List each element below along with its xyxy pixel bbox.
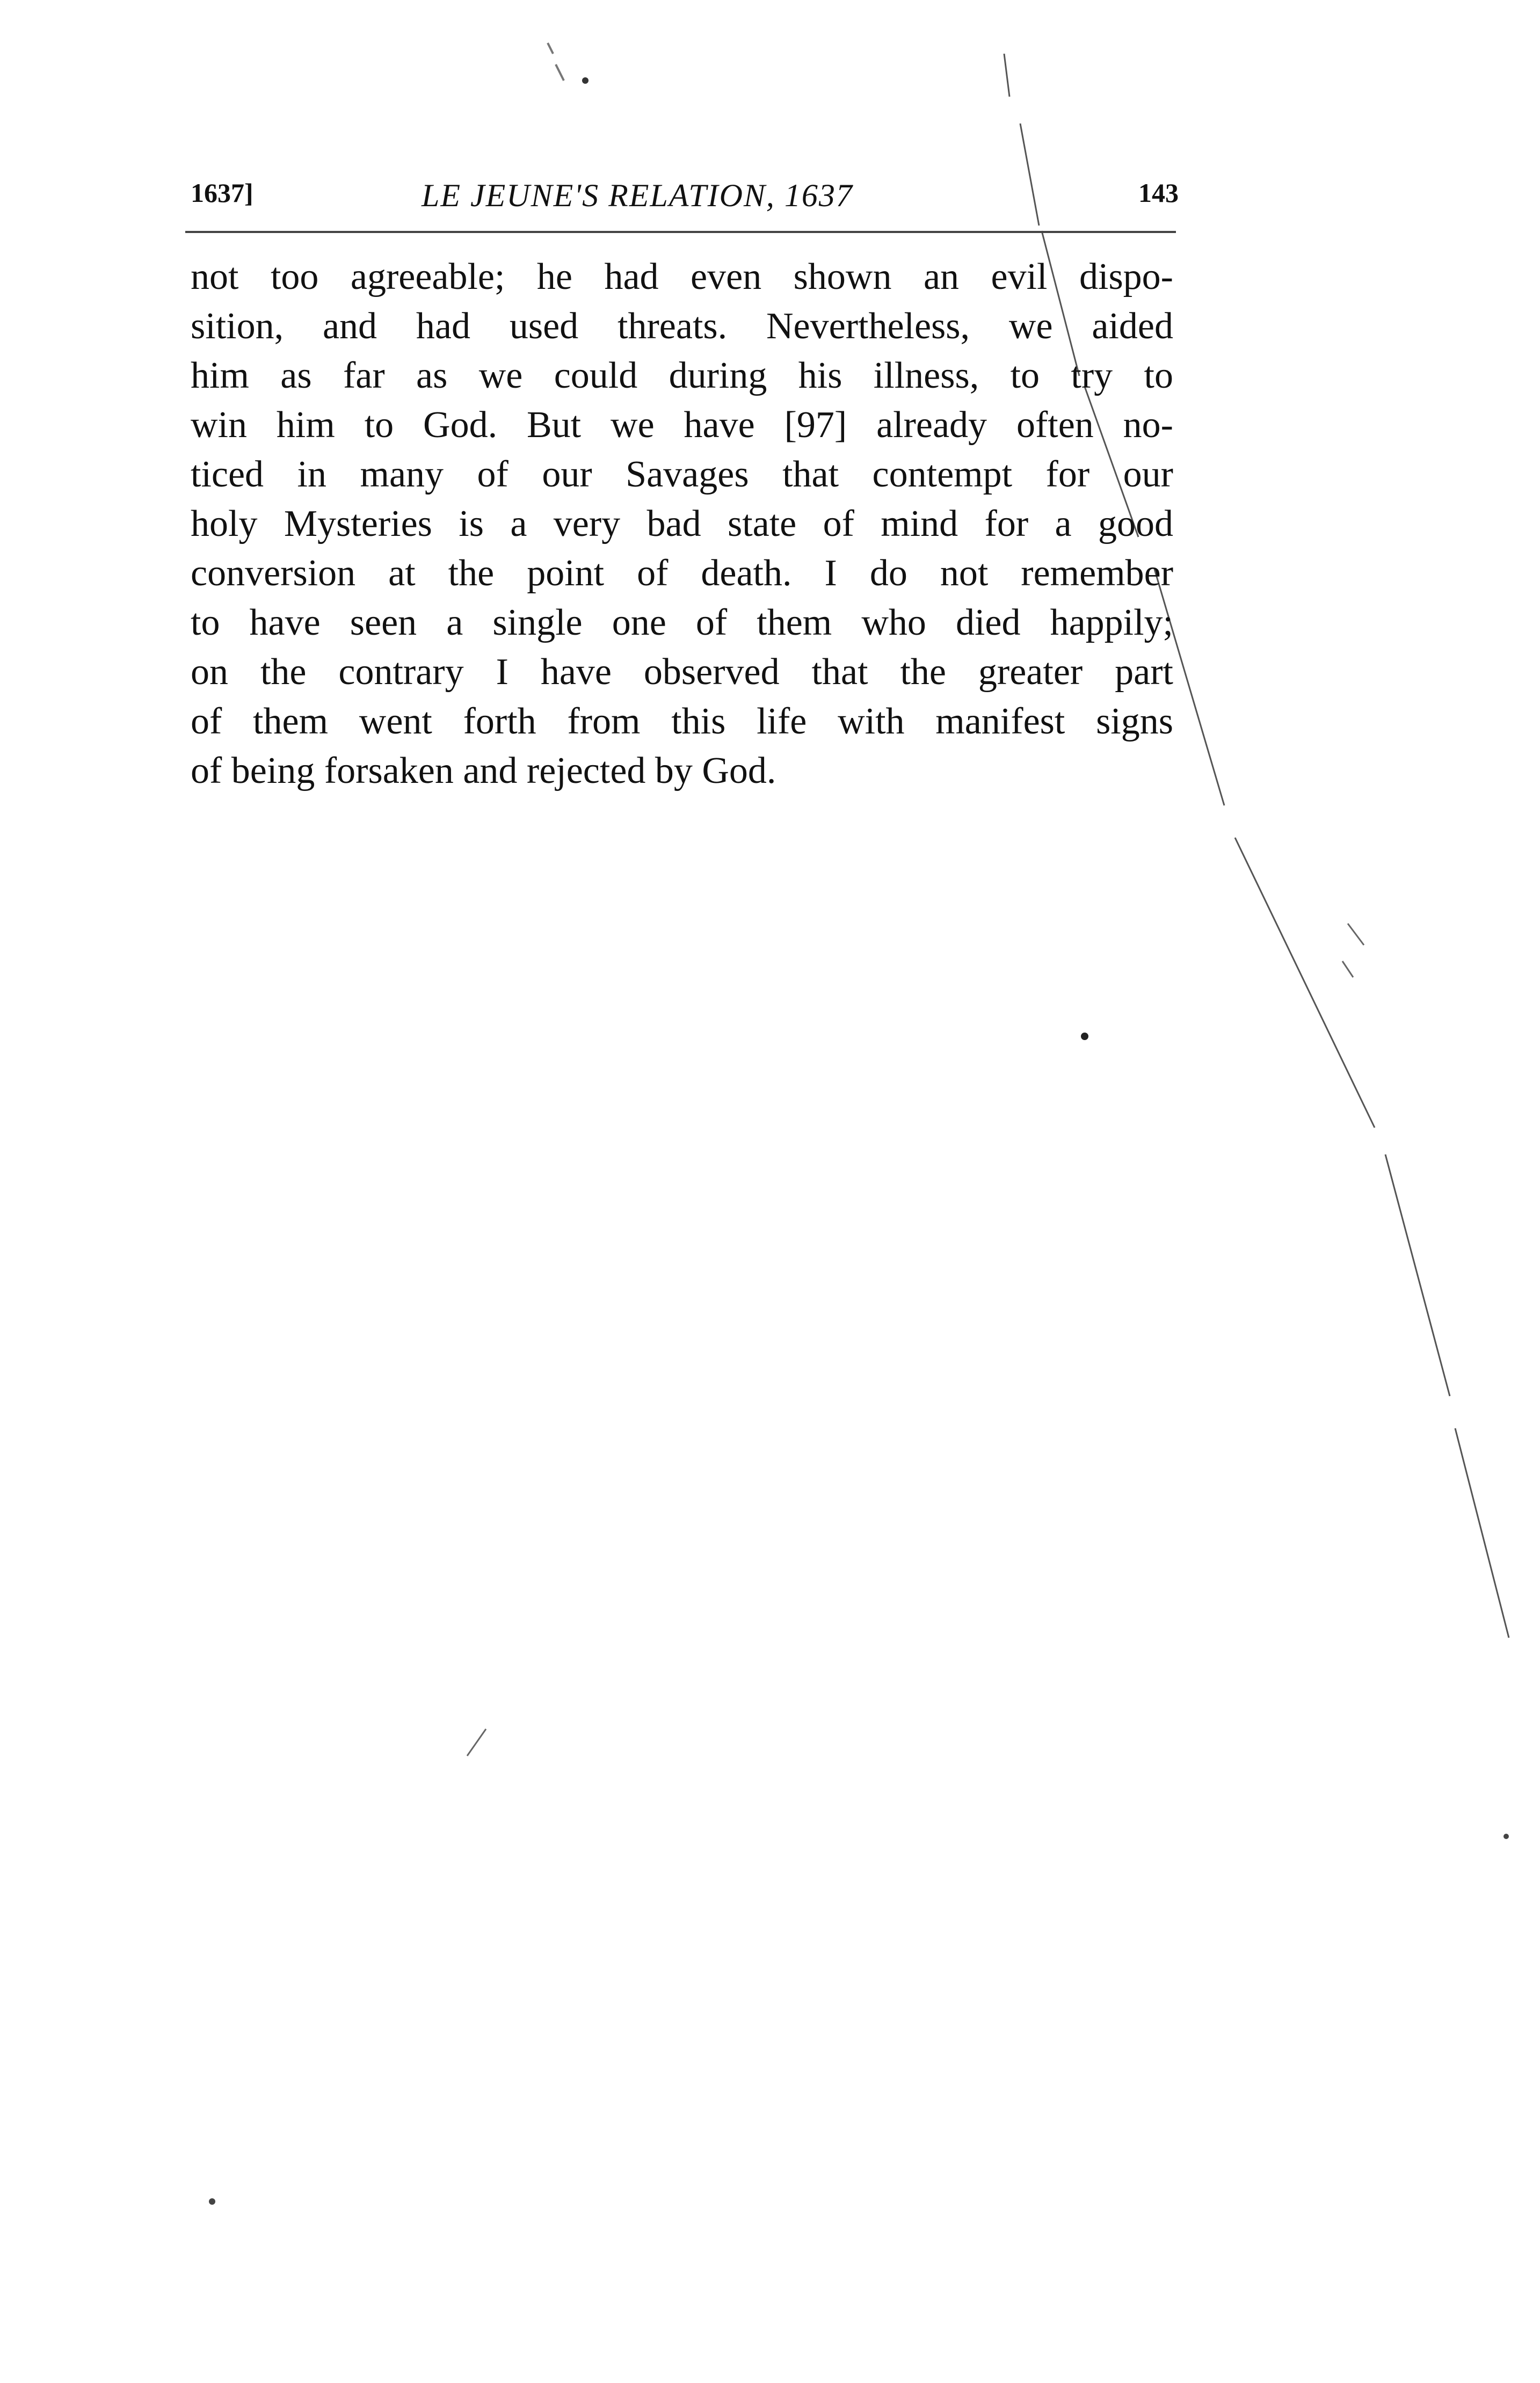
- text-line: on the contrary I have observed that the greater part: [191, 651, 1173, 693]
- running-head: [191, 177, 1179, 220]
- text-line: of them went forth from this life with manifest signs: [191, 701, 1173, 742]
- body-paragraph: [191, 252, 1173, 796]
- text-line: win him to God. But we have [97] already often no-: [191, 404, 1173, 446]
- text-line: sition, and had used threats. Nevertheless, we aided: [191, 306, 1173, 347]
- text-line: of being forsaken and rejected by God.: [191, 750, 776, 791]
- header-rule: [185, 231, 1176, 233]
- running-head-year: 1637]: [191, 178, 253, 208]
- text-line: conversion at the point of death. I do not remember: [191, 553, 1173, 594]
- text-line: to have seen a single one of them who died happily;: [191, 602, 1173, 643]
- running-head-title: LE JEUNE'S RELATION, 1637: [422, 178, 853, 213]
- text-line: not too agreeable; he had even shown an evil dispo-: [191, 256, 1173, 297]
- page-number: 143: [1138, 178, 1179, 208]
- text-line: ticed in many of our Savages that contempt for our: [191, 454, 1173, 495]
- text-line: holy Mysteries is a very bad state of mind for a good: [191, 503, 1173, 544]
- text-line: him as far as we could during his illness, to try to: [191, 355, 1173, 396]
